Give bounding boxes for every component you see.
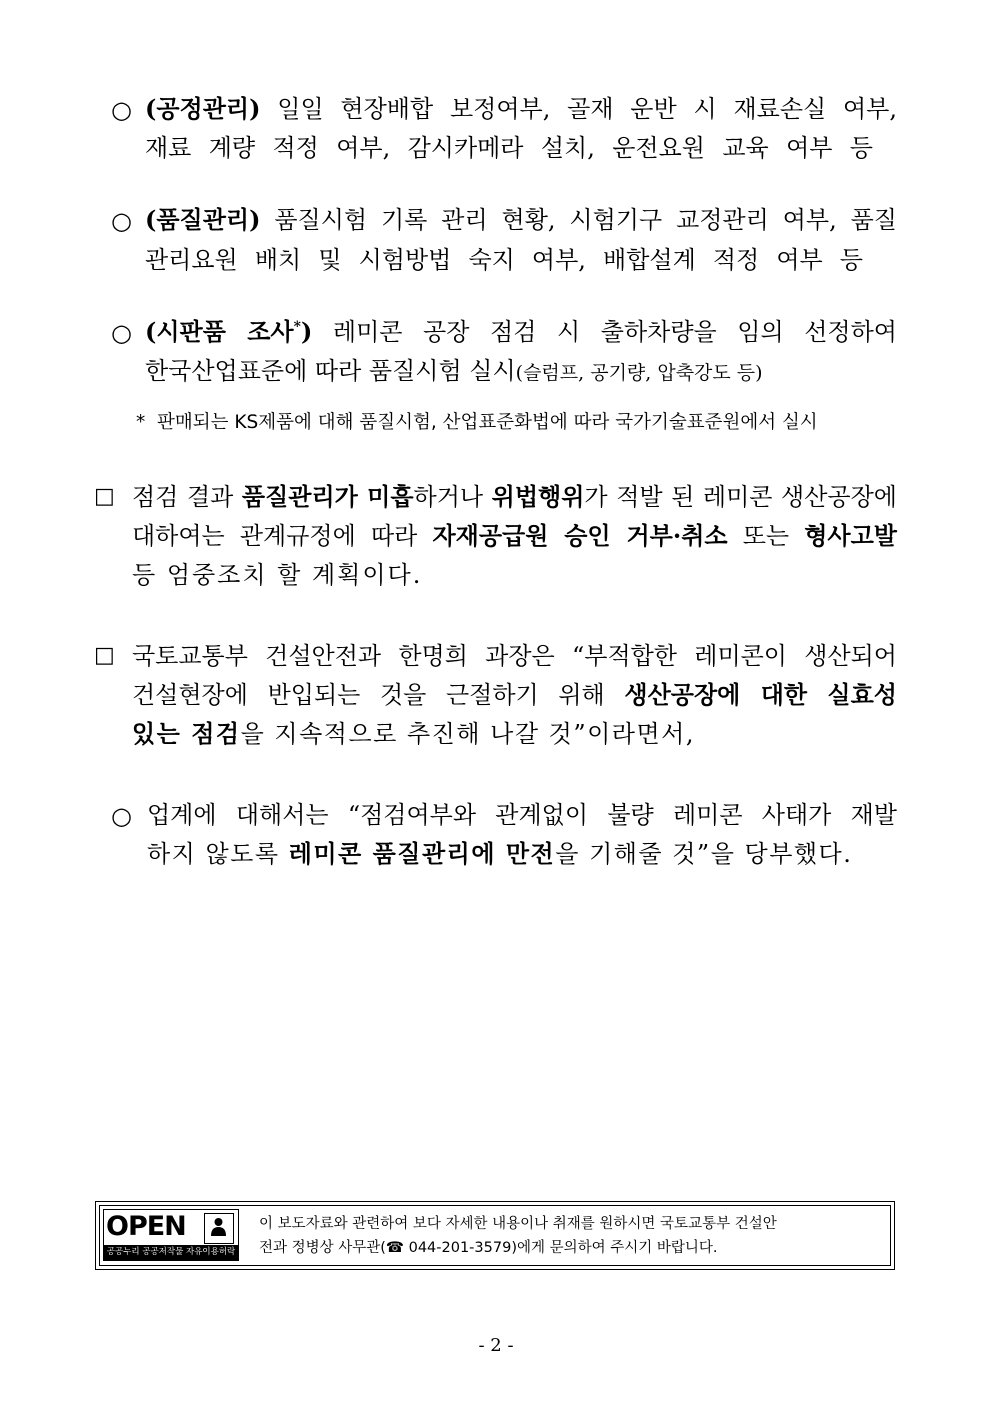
para3-highlight-quality: 레미콘 품질관리에 만전 [288, 839, 556, 868]
para2-line1: 국토교통부 건설안전과 한명희 과장은 “부적합한 레미콘이 생산되어 [132, 642, 897, 670]
para3-bullet: ○ [111, 802, 132, 830]
item2-bullet: ○ [111, 207, 132, 235]
item3-line1-text: 레미콘 공장 점검 시 출하차량을 임의 선정하여 [332, 318, 897, 346]
para2-line3: 있는 점검을 지속적으로 추진해 나갈 것”이라면서, [132, 719, 695, 748]
kogl-open-logo [103, 1209, 239, 1261]
item3-line1 [145, 317, 897, 347]
item1-bullet: ○ [111, 96, 132, 124]
para1-highlight-quality: 품질관리가 미흡 [241, 482, 414, 511]
item3-footnote [136, 410, 818, 436]
item2-line2: 관리요원 배치 및 시험방법 숙지 여부, 배합설계 적정 여부 등 [145, 246, 863, 274]
para1-line2: 대하여는 관계규정에 따라 자재공급원 승인 거부·취소 또는 형사고발 [132, 521, 897, 550]
logo-open-text: OPEN [106, 1211, 186, 1242]
contact-box [95, 1201, 895, 1270]
item3-line2: 한국산업표준에 따라 품질시험 실시(슬럼프, 공기량, 압축강도 등) [145, 357, 763, 385]
contact-line2: 전과 정병상 사무관(☎ 044-201-3579)에게 문의하여 주시기 바랍니다. [259, 1240, 718, 1256]
para1-line1: 점검 결과 품질관리가 미흡하거나 위법행위가 적발 된 레미콘 생산공장에 [132, 482, 897, 511]
para1-line3: 등 엄중조치 할 계획이다. [132, 561, 423, 589]
para2-bullet: □ [94, 643, 115, 668]
item3-line2-small: (슬럼프, 공기량, 압축강도 등) [515, 362, 763, 384]
item1-line1 [145, 94, 897, 124]
para3-line1: 업계에 대해서는 “점검여부와 관계없이 불량 레미콘 사태가 재발 [147, 801, 897, 829]
para2-highlight-inspection: 생산공장에 대한 실효성 [624, 680, 897, 709]
item1-line1-text: 일일 현장배합 보정여부, 골재 운반 시 재료손실 여부, [277, 95, 897, 123]
para1-highlight-violation: 위법행위 [491, 482, 585, 511]
para1-highlight-approval: 자재공급원 승인 거부·취소 [432, 521, 728, 550]
item2-tag: (품질관리) [145, 205, 261, 234]
para2-line2: 건설현장에 반입되는 것을 근절하기 위해 생산공장에 대한 실효성 [132, 680, 897, 709]
para1-bullet: □ [94, 484, 115, 509]
item2-line1-text: 품질시험 기록 관리 현황, 시험기구 교정관리 여부, 품질 [274, 206, 897, 234]
footnote-asterisk: * [136, 412, 146, 433]
item3-tag: (시판품 조사*) [145, 317, 313, 346]
para2-highlight-check: 있는 점검 [132, 719, 241, 748]
item2-line1 [145, 205, 897, 235]
item3-bullet: ○ [111, 319, 132, 347]
attribution-person-icon [204, 1213, 234, 1244]
footnote-text: 판매되는 KS제품에 대해 품질시험, 산업표준화법에 따라 국가기술표준원에서 실시 [157, 412, 818, 433]
page-number: - 2 - [478, 1335, 514, 1356]
para3-line2: 하지 않도록 레미콘 품질관리에 만전을 기해줄 것”을 당부했다. [147, 839, 853, 868]
logo-caption: 공공누리 공공저작물 자유이용허락 [104, 1245, 238, 1260]
item1-line2: 재료 계량 적정 여부, 감시카메라 설치, 운전요원 교육 여부 등 [145, 134, 873, 162]
contact-line1: 이 보도자료와 관련하여 보다 자세한 내용이나 취재를 원하시면 국토교통부 건설안 [259, 1216, 777, 1232]
para1-highlight-prosecution: 형사고발 [804, 521, 897, 550]
item1-tag: (공정관리) [145, 94, 261, 123]
